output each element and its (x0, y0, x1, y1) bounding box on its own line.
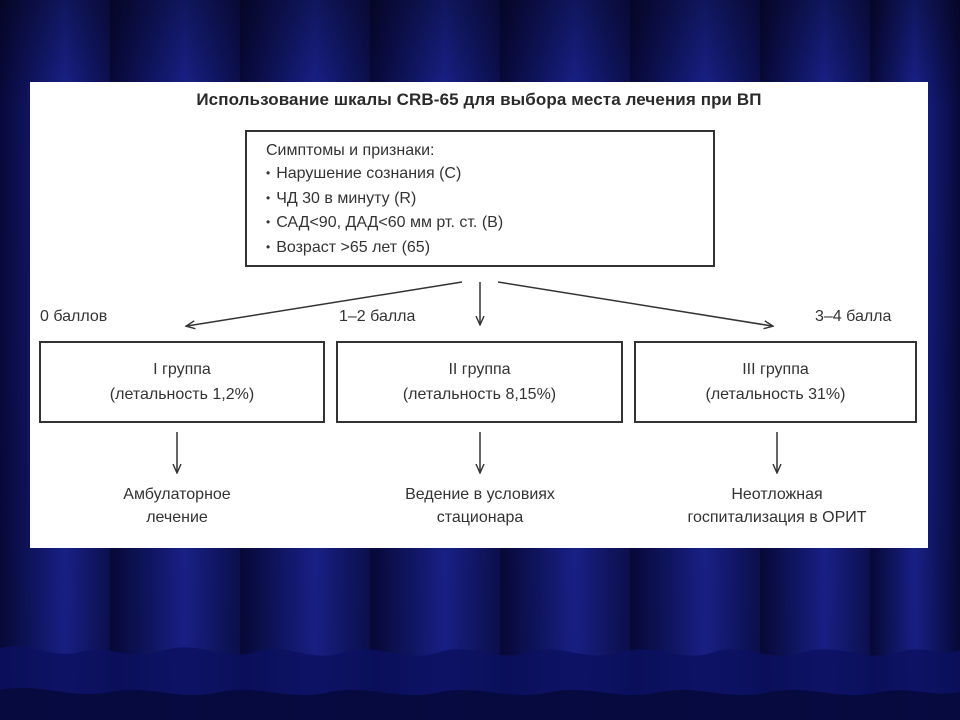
group-1-box (39, 341, 325, 423)
group-mortality: (летальность 8,15%) (402, 386, 557, 403)
outcome-line: госпитализация в ОРИТ (687, 509, 867, 526)
group-name: I группа (153, 361, 211, 378)
arrow-to-group-3 (498, 282, 772, 326)
diagram-panel (30, 82, 928, 548)
outcome-icu (647, 483, 907, 529)
symptom-item: • Нарушение сознания (C) (266, 162, 713, 187)
symptom-item: • САД<90, ДАД<60 мм рт. ст. (B) (266, 211, 713, 236)
outcome-hospital (350, 483, 610, 529)
symptom-item: • Возраст >65 лет (65) (266, 236, 713, 261)
outcome-outpatient (47, 483, 307, 529)
group-2-box (336, 341, 623, 423)
outcome-line: лечение (146, 509, 208, 526)
group-mortality: (летальность 31%) (705, 386, 846, 403)
arrow-to-group-1 (187, 282, 462, 326)
outcome-line: Амбулаторное (123, 486, 231, 503)
symptom-item: • ЧД 30 в минуту (R) (266, 187, 713, 212)
score-label-3-4: 3–4 балла (815, 308, 892, 325)
group-name: II группа (448, 361, 511, 378)
score-label-1-2: 1–2 балла (339, 308, 416, 325)
diagram-title: Использование шкалы CRB-65 для выбора места лечения при ВП (196, 90, 762, 109)
outcome-line: Неотложная (731, 486, 823, 503)
symptoms-box (245, 130, 715, 267)
group-3-box (634, 341, 917, 423)
group-mortality: (летальность 1,2%) (109, 386, 255, 403)
score-label-0: 0 баллов (40, 308, 108, 325)
symptoms-list (266, 162, 713, 260)
group-name: III группа (742, 361, 809, 378)
outcome-line: Ведение в условиях (405, 486, 555, 503)
outcome-line: стационара (436, 509, 524, 526)
symptoms-heading: Симптомы и признаки: (266, 142, 435, 159)
